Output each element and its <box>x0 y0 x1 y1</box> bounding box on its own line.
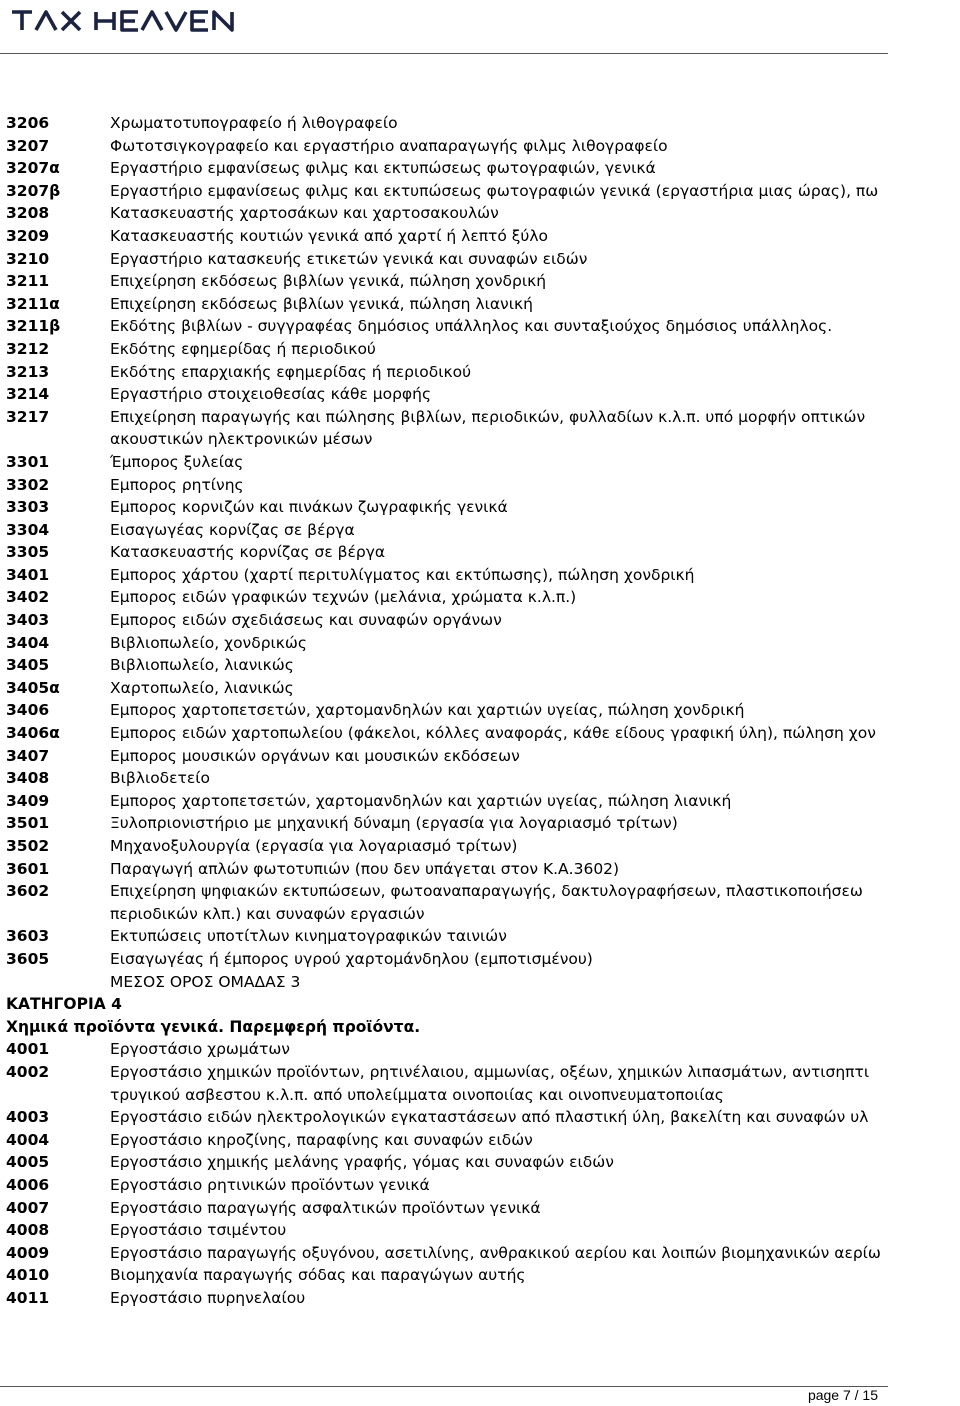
activity-description: Εμπορος ειδών γραφικών τεχνών (μελάνια, χρώματα κ.λ.π.) <box>110 588 577 607</box>
table-row <box>6 338 960 361</box>
activity-code: 3601 <box>6 859 50 878</box>
table-row <box>6 790 960 813</box>
activity-code: 4001 <box>6 1040 50 1059</box>
activity-description: Βιβλιοπωλείο, χονδρικώς <box>110 633 307 652</box>
activity-description: Κατασκευαστής κορνίζας σε βέργα <box>110 543 386 562</box>
activity-description: Εισαγωγέας κορνίζας σε βέργα <box>110 520 355 539</box>
activity-code: 3211 <box>6 272 50 291</box>
activity-code: 4010 <box>6 1266 50 1285</box>
activity-code: 3406α <box>6 724 60 743</box>
activity-description: Εργαστήριο κατασκευής ετικετών γενικά και συναφών ειδών <box>110 249 588 268</box>
activity-code: 4006 <box>6 1175 50 1194</box>
activity-description: Εκτυπώσεις υποτίτλων κινηματογραφικών ταινιών <box>110 927 507 946</box>
table-row <box>6 315 960 338</box>
activity-description: Χρωματοτυπογραφείο ή λιθογραφείο <box>110 114 398 132</box>
table-row <box>6 767 960 790</box>
table-row <box>6 361 960 384</box>
activity-code: 3407 <box>6 746 50 765</box>
activity-description: Εργαστήριο εμφανίσεως φιλμς και εκτυπώσεως φωτογραφιών γενικά (εργαστήρια μιας ώρας), πω <box>110 181 879 200</box>
activity-code: 3305 <box>6 543 50 562</box>
activity-code: 4009 <box>6 1243 50 1262</box>
activity-code: 3206 <box>6 114 50 132</box>
tax-heaven-logo <box>10 6 238 34</box>
activity-description: Εμπορος ειδών χαρτοπωλείου (φάκελοι, κόλλες αναφοράς, κάθε είδους γραφική ύλη), πώληση χον <box>110 724 876 743</box>
activity-code: 3210 <box>6 249 50 268</box>
activity-code: 3303 <box>6 498 50 517</box>
activity-code: 3402 <box>6 588 50 607</box>
table-row <box>6 1038 960 1061</box>
activity-description: Εργοστάσιο παραγωγής ασφαλτικών προϊόντων γενικά <box>110 1198 541 1217</box>
activity-description: Εργοστάσιο κηροζίνης, παραφίνης και συναφών ειδών <box>110 1130 533 1149</box>
activity-code: 4011 <box>6 1288 50 1307</box>
activity-code: 3404 <box>6 633 50 652</box>
activity-code: 3403 <box>6 611 50 630</box>
activity-code: 3217 <box>6 407 50 426</box>
activity-code: 3501 <box>6 814 50 833</box>
table-row <box>6 383 960 406</box>
activity-description: Εκδότης βιβλίων - συγγραφέας δημόσιος υπάλληλος και συνταξιούχος δημόσιος υπάλληλος. <box>110 317 833 336</box>
table-row <box>6 632 960 655</box>
activity-code: 3405α <box>6 678 60 697</box>
activity-description: περιοδικών κλπ.) και συναφών εργασιών <box>110 904 425 923</box>
table-row <box>6 1106 960 1129</box>
activity-code: 4007 <box>6 1198 50 1217</box>
activity-description: Βιομηχανία παραγωγής σόδας και παραγώγων αυτής <box>110 1266 526 1285</box>
table-row <box>6 180 960 203</box>
activity-description: Εργοστάσιο παραγωγής οξυγόνου, ασετιλίνης, ανθρακικού αερίου και λοιπών βιομηχανικών αερίω <box>110 1243 881 1262</box>
table-row <box>6 654 960 677</box>
table-row <box>6 1219 960 1242</box>
activity-code: 4003 <box>6 1108 50 1127</box>
activity-description: Βιβλιοδετείο <box>110 769 210 788</box>
table-row <box>6 812 960 835</box>
activity-description: Εργαστήριο στοιχειοθεσίας κάθε μορφής <box>110 385 432 404</box>
activity-description: Επιχείρηση εκδόσεως βιβλίων γενικά, πώληση λιανική <box>110 294 533 313</box>
activity-code: 4002 <box>6 1062 50 1081</box>
activity-code: 3301 <box>6 452 50 471</box>
table-row <box>6 586 960 609</box>
activity-code: 3214 <box>6 385 50 404</box>
table-row <box>6 157 960 180</box>
category-title: ΚΑΤΗΓΟΡΙΑ 4 <box>6 995 122 1014</box>
activity-code: 3304 <box>6 520 50 539</box>
table-row <box>6 474 960 497</box>
activity-description: Εισαγωγέας ή έμπορος υγρού χαρτομάνδηλου (εμποτισμένου) <box>110 949 593 968</box>
activity-code: 3302 <box>6 475 50 494</box>
activity-description: Βιβλιοπωλείο, λιανικώς <box>110 656 294 675</box>
table-row <box>6 519 960 542</box>
activity-code: 3207β <box>6 181 61 200</box>
activity-description: Εργοστάσιο ειδών ηλεκτρολογικών εγκαταστάσεων από πλαστική ύλη, βακελίτη και συναφών υλ <box>110 1108 869 1127</box>
activity-description: Εργοστάσιο χημικής μελάνης γραφής, γόμας και συναφών ειδών <box>110 1153 614 1172</box>
table-row <box>6 1264 960 1287</box>
activity-description: Επιχείρηση παραγωγής και πώλησης βιβλίων, περιοδικών, φυλλαδίων κ.λ.π. υπό μορφήν οπτικών <box>110 407 866 426</box>
activity-code: 3208 <box>6 204 50 223</box>
activity-code: 3211α <box>6 294 60 313</box>
activity-code-list <box>6 112 960 1309</box>
activity-code: 3502 <box>6 837 50 855</box>
activity-code: 3209 <box>6 226 50 245</box>
activity-description: Εργοστάσιο ρητινικών προϊόντων γενικά <box>110 1175 430 1194</box>
activity-code: 4004 <box>6 1130 50 1149</box>
activity-description: Κατασκευαστής κουτιών γενικά από χαρτί ή λεπτό ξύλο <box>110 226 549 245</box>
table-row <box>6 1287 960 1310</box>
table-row <box>6 248 960 271</box>
table-row <box>6 880 960 925</box>
activity-description: Εκδότης επαρχιακής εφημερίδας ή περιοδικού <box>110 362 472 381</box>
category-4-rows <box>6 1038 960 1309</box>
activity-code: 3207 <box>6 136 50 155</box>
activity-code: 3212 <box>6 339 50 358</box>
page-header <box>0 0 960 58</box>
category-subtitle: Χημικά προϊόντα γενικά. Παρεμφερή προϊόντα. <box>6 1017 421 1036</box>
activity-description: Εμπορος χαρτοπετσετών, χαρτομανδηλών και χαρτιών υγείας, πώληση χονδρική <box>110 701 745 720</box>
table-row <box>6 112 960 135</box>
header-rule <box>0 53 888 54</box>
activity-code: 4008 <box>6 1221 50 1240</box>
table-row <box>6 1129 960 1152</box>
activity-description: Χαρτοπωλείο, λιανικώς <box>110 678 294 697</box>
table-row <box>6 1174 960 1197</box>
table-row <box>6 699 960 722</box>
activity-description: Εμπορος χαρτοπετσετών, χαρτομανδηλών και χαρτιών υγείας, πώληση λιανική <box>110 791 732 810</box>
table-row <box>6 406 960 451</box>
activity-description: Παραγωγή απλών φωτοτυπιών (που δεν υπάγεται στον Κ.Α.3602) <box>110 859 620 878</box>
group-average-label: ΜΕΣΟΣ ΟΡΟΣ ΟΜΑΔΑΣ 3 <box>110 972 301 991</box>
table-row <box>6 270 960 293</box>
activity-description: Εμπορος μουσικών οργάνων και μουσικών εκδόσεων <box>110 746 520 765</box>
table-row <box>6 948 960 971</box>
activity-description: Εργαστήριο εμφανίσεως φιλμς και εκτυπώσεως φωτογραφιών, γενικά <box>110 159 656 178</box>
activity-code: 3207α <box>6 159 60 178</box>
activity-description: Εμπορος κορνιζών και πινάκων ζωγραφικής γενικά <box>110 498 508 517</box>
table-row <box>6 745 960 768</box>
activity-code: 3602 <box>6 882 50 901</box>
table-row <box>6 1242 960 1265</box>
activity-description: Έμπορος ξυλείας <box>110 452 244 471</box>
activity-description: Επιχείρηση ψηφιακών εκτυπώσεων, φωτοαναπαραγωγής, δακτυλογραφήσεων, πλαστικοποιήσεω <box>110 882 863 901</box>
activity-description: Εμπορος ειδών σχεδιάσεως και συναφών οργάνων <box>110 611 502 630</box>
activity-description: Εκδότης εφημερίδας ή περιοδικού <box>110 339 376 358</box>
table-row <box>6 541 960 564</box>
activity-code: 3605 <box>6 949 50 968</box>
activity-description: Εργοστάσιο πυρηνελαίου <box>110 1288 306 1307</box>
activity-code: 3401 <box>6 565 50 584</box>
table-row <box>6 835 960 858</box>
table-row <box>6 1197 960 1220</box>
group-average-line <box>6 971 960 994</box>
activity-description: Επιχείρηση εκδόσεως βιβλίων γενικά, πώληση χονδρική <box>110 272 547 291</box>
activity-code: 3409 <box>6 791 50 810</box>
activity-description: Εμπορος ρητίνης <box>110 475 244 494</box>
table-row <box>6 722 960 745</box>
activity-code: 3213 <box>6 362 50 381</box>
group-3-rows <box>6 112 960 971</box>
table-row <box>6 1061 960 1106</box>
table-row <box>6 677 960 700</box>
activity-description: Φωτοτσιγκογραφείο και εργαστήριο αναπαραγωγής φιλμς λιθογραφείο <box>110 136 668 155</box>
activity-description: Κατασκευαστής χαρτοσάκων και χαρτοσακουλών <box>110 204 499 223</box>
table-row <box>6 202 960 225</box>
table-row <box>6 225 960 248</box>
page-number: page 7 / 15 <box>807 1387 878 1403</box>
table-row <box>6 1151 960 1174</box>
table-row <box>6 293 960 316</box>
activity-code: 4005 <box>6 1153 50 1172</box>
table-row <box>6 858 960 881</box>
table-row <box>6 135 960 158</box>
activity-description: Εργοστάσιο τσιμέντου <box>110 1221 287 1240</box>
activity-code: 3405 <box>6 656 50 675</box>
activity-description: Μηχανοξυλουργία (εργασία για λογαριασμό τρίτων) <box>110 837 518 855</box>
activity-code: 3406 <box>6 701 50 720</box>
table-row <box>6 609 960 632</box>
activity-description: ακουστικών ηλεκτρονικών μέσων <box>110 430 373 449</box>
table-row <box>6 496 960 519</box>
activity-code: 3603 <box>6 927 50 946</box>
activity-description: τρυγικού ασβεστου κ.λ.π. από υπολείμματα οινοποιίας και οινοπνευματοποιίας <box>110 1085 724 1104</box>
activity-description: Εμπορος χάρτου (χαρτί περιτυλίγματος και εκτύπωσης), πώληση χονδρική <box>110 565 695 584</box>
table-row <box>6 925 960 948</box>
footer-rule <box>0 1386 888 1387</box>
activity-code: 3408 <box>6 769 50 788</box>
activity-code: 3211β <box>6 317 61 336</box>
activity-description: Εργοστάσιο χρωμάτων <box>110 1040 290 1059</box>
activity-description: Ξυλοπριονιστήριο με μηχανική δύναμη (εργασία για λογαριασμό τρίτων) <box>110 814 678 833</box>
activity-description: Εργοστάσιο χημικών προϊόντων, ρητινέλαιου, αμμωνίας, οξέων, χημικών λιπασμάτων, αντισηπτι <box>110 1062 870 1081</box>
table-row <box>6 451 960 474</box>
table-row <box>6 564 960 587</box>
